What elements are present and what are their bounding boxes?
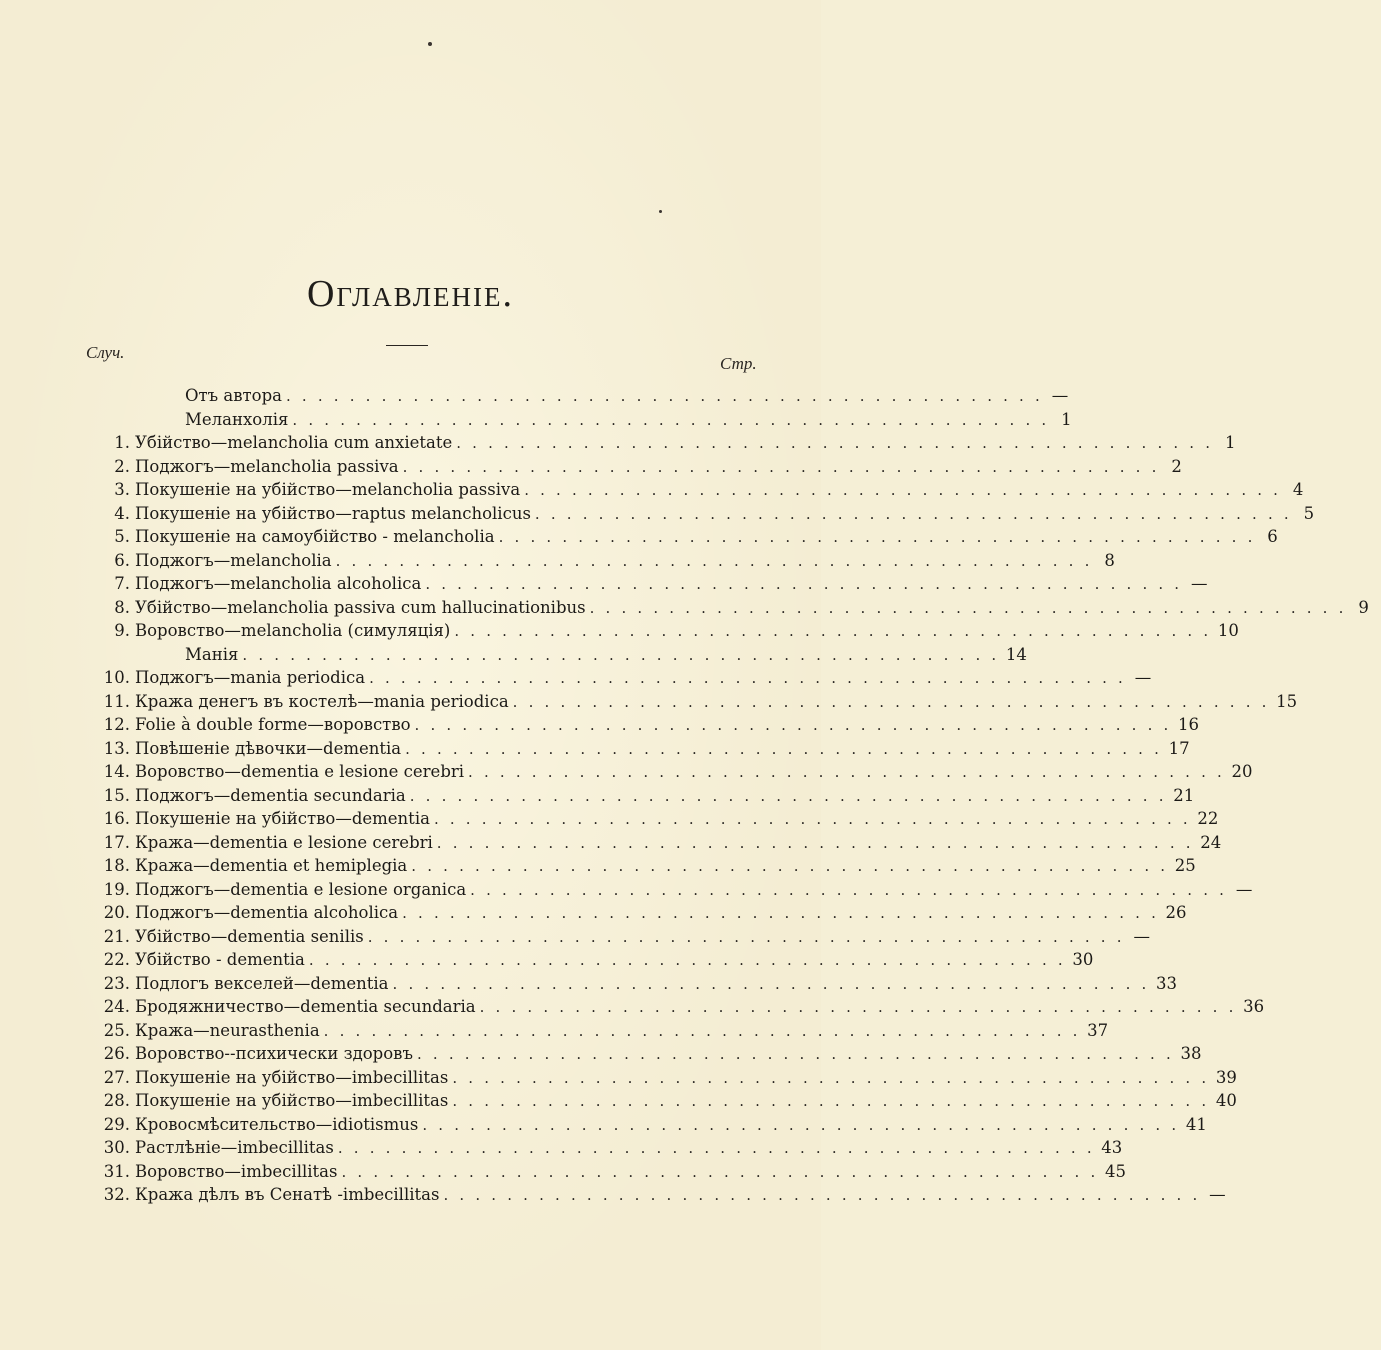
entry-title: Поджогъ—melancholia alcoholica	[135, 574, 422, 593]
toc-entry	[94, 378, 1069, 405]
entry-number: 10.	[103, 668, 130, 687]
ink-speck	[659, 210, 662, 213]
entry-title: Поджогъ—dementia alcoholica	[135, 903, 399, 922]
dot-leader: . . . . . . . . . . . . . . . . . . . . . . . . . . . . . . . . . . . . . . . . . . . . . . . .	[292, 410, 1050, 429]
toc-entry	[94, 637, 1027, 664]
dot-leader: . . . . . . . . . . . . . . . . . . . . . . . . . . . . . . . . . . . . . . . . . . . . . . . .	[452, 1092, 1210, 1110]
toc-entry	[94, 402, 1072, 429]
entry-number: 27.	[103, 1067, 130, 1087]
toc-entry	[94, 519, 1278, 546]
dot-leader: . . . . . . . . . . . . . . . . . . . . . . . . . . . . . . . . . . . . . . . . . . . . . . . .	[242, 645, 1000, 664]
entry-page-number: 10	[1217, 621, 1239, 640]
dot-leader: . . . . . . . . . . . . . . . . . . . . . . . . . . . . . . . . . . . . . . . . . . . . . . . .	[470, 880, 1228, 899]
toc-entry	[94, 590, 1369, 617]
entry-page-number: 8	[1104, 550, 1115, 570]
column-header-page: Стр.	[720, 354, 757, 373]
entry-page-number: —	[1191, 574, 1208, 593]
entry-title: Поджогъ—melancholia	[135, 550, 332, 570]
dot-leader: . . . . . . . . . . . . . . . . . . . . . . . . . . . . . . . . . . . . . . . . . . . . . . . .	[323, 1021, 1081, 1040]
entry-number: 9.	[114, 621, 130, 640]
toc-entry	[94, 496, 1315, 523]
dot-leader: . . . . . . . . . . . . . . . . . . . . . . . . . . . . . . . . . . . . . . . . . . . . . . . .	[512, 692, 1270, 711]
entry-title: Убійство—melancholia cum anxietate	[135, 433, 453, 452]
entry-number: 30.	[103, 1138, 130, 1157]
toc-entry	[94, 778, 1195, 805]
dot-leader: . . . . . . . . . . . . . . . . . . . . . . . . . . . . . . . . . . . . . . . . . . . . . . . .	[392, 974, 1150, 993]
entry-page-number: 36	[1243, 997, 1265, 1016]
ink-speck	[428, 42, 432, 46]
dot-leader: . . . . . . . . . . . . . . . . . . . . . . . . . . . . . . . . . . . . . . . . . . . . . . . .	[452, 1068, 1210, 1087]
toc-entry	[94, 919, 1150, 946]
toc-entry	[94, 684, 1298, 711]
entry-title: Покушеніе на убійство—imbecillitas	[135, 1091, 449, 1110]
entry-page-number: 38	[1180, 1044, 1202, 1063]
entry-number: 24.	[103, 997, 130, 1016]
entry-page-number: 1	[1061, 409, 1072, 429]
entry-page-number: —	[1235, 879, 1253, 899]
entry-page-number: 41	[1185, 1114, 1207, 1134]
entry-page-number: 26	[1165, 903, 1187, 922]
entry-number: 31.	[103, 1161, 130, 1181]
entry-page-number: —	[1051, 386, 1069, 405]
toc-entry	[94, 566, 1208, 593]
entry-page-number: 2	[1171, 456, 1182, 476]
toc-entry	[94, 942, 1094, 969]
entry-number: 16.	[103, 809, 130, 828]
dot-leader: . . . . . . . . . . . . . . . . . . . . . . . . . . . . . . . . . . . . . . . . . . . . . . . .	[589, 598, 1347, 617]
entry-number: 4.	[114, 503, 130, 523]
entry-number: 8.	[114, 597, 130, 617]
toc-entry	[94, 425, 1236, 452]
toc-entry	[94, 895, 1187, 922]
toc-entry	[94, 966, 1177, 993]
toc-entry	[94, 613, 1239, 640]
entry-number: 18.	[103, 856, 130, 875]
dot-leader: . . . . . . . . . . . . . . . . . . . . . . . . . . . . . . . . . . . . . . . . . . . . . . . .	[436, 833, 1194, 852]
toc-entry	[94, 1177, 1226, 1204]
toc-entry	[94, 543, 1115, 570]
entry-number: 21.	[103, 926, 130, 946]
dot-leader: . . . . . . . . . . . . . . . . . . . . . . . . . . . . . . . . . . . . . . . . . . . . . . . .	[402, 904, 1160, 922]
dot-leader: . . . . . . . . . . . . . . . . . . . . . . . . . . . . . . . . . . . . . . . . . . . . . . . .	[286, 387, 1043, 405]
toc-entry	[94, 707, 1200, 734]
entry-number: 26.	[103, 1044, 130, 1063]
entry-title: Отъ автора	[185, 386, 282, 405]
entry-title: Подлогъ векселей—dementia	[135, 973, 389, 993]
toc-entry	[94, 660, 1152, 687]
dot-leader: . . . . . . . . . . . . . . . . . . . . . . . . . . . . . . . . . . . . . . . . . . . . . . . .	[454, 622, 1212, 640]
dot-leader: . . . . . . . . . . . . . . . . . . . . . . . . . . . . . . . . . . . . . . . . . . . . . . . .	[456, 434, 1214, 452]
dot-leader: . . . . . . . . . . . . . . . . . . . . . . . . . . . . . . . . . . . . . . . . . . . . . . . .	[422, 1115, 1180, 1134]
entry-title: Кража—dementia e lesione cerebri	[135, 832, 433, 852]
entry-page-number: 40	[1215, 1091, 1237, 1110]
entry-title: Покушеніе на самоубійство - melancholia	[135, 527, 495, 546]
title-rule	[386, 345, 428, 346]
entry-page-number: 16	[1178, 715, 1200, 734]
toc-entry	[94, 1013, 1109, 1040]
entry-number: 29.	[103, 1114, 130, 1134]
entry-title: Бродяжничество—dementia secundaria	[135, 997, 476, 1016]
entry-number: 1.	[114, 433, 130, 452]
dot-leader: . . . . . . . . . . . . . . . . . . . . . . . . . . . . . . . . . . . . . . . . . . . . . . . .	[367, 927, 1125, 946]
entry-page-number: 5	[1303, 503, 1315, 523]
entry-number: 14.	[103, 762, 130, 781]
entry-page-number: 30	[1072, 950, 1094, 969]
dot-leader: . . . . . . . . . . . . . . . . . . . . . . . . . . . . . . . . . . . . . . . . . . . . . . . .	[337, 1139, 1095, 1157]
dot-leader: . . . . . . . . . . . . . . . . . . . . . . . . . . . . . . . . . . . . . . . . . . . . . . . .	[416, 1045, 1174, 1063]
toc-entry	[94, 1036, 1202, 1063]
entry-title: Повѣшеніе дѣвочки—dementia	[135, 738, 402, 758]
entry-page-number: 21	[1173, 785, 1195, 805]
entry-title: Покушеніе на убійство—raptus melancholicus	[135, 503, 531, 523]
entry-number: 11.	[103, 691, 130, 711]
entry-title: Поджогъ—mania periodica	[135, 668, 366, 687]
toc-entry	[94, 1154, 1126, 1181]
entry-title: Поджогъ—melancholia passiva	[135, 456, 399, 476]
entry-number: 13.	[103, 738, 130, 758]
dot-leader: . . . . . . . . . . . . . . . . . . . . . . . . . . . . . . . . . . . . . . . . . . . . . . . .	[524, 481, 1282, 499]
entry-title: Folie à double forme—воровство	[135, 715, 411, 734]
toc-entry	[94, 872, 1253, 899]
entry-number: 23.	[103, 973, 130, 993]
entry-page-number: 14	[1005, 644, 1027, 664]
dot-leader: . . . . . . . . . . . . . . . . . . . . . . . . . . . . . . . . . . . . . . . . . . . . . . . .	[308, 951, 1066, 969]
dot-leader: . . . . . . . . . . . . . . . . . . . . . . . . . . . . . . . . . . . . . . . . . . . . . . . .	[411, 857, 1169, 875]
dot-leader: . . . . . . . . . . . . . . . . . . . . . . . . . . . . . . . . . . . . . . . . . . . . . . . .	[425, 575, 1183, 593]
dot-leader: . . . . . . . . . . . . . . . . . . . . . . . . . . . . . . . . . . . . . . . . . . . . . . . .	[443, 1186, 1201, 1204]
entry-number: 19.	[103, 879, 130, 899]
entry-page-number: 45	[1104, 1161, 1126, 1181]
entry-number: 28.	[103, 1091, 130, 1110]
toc-entry	[94, 1107, 1207, 1134]
entry-page-number: 17	[1168, 738, 1190, 758]
page-title: Оглавленіе.	[306, 273, 515, 315]
entry-page-number: 4	[1292, 480, 1304, 499]
entry-number: 17.	[103, 832, 130, 852]
entry-title: Кража денегъ въ костелѣ—mania periodica	[135, 691, 509, 711]
entry-title: Воровство—melancholia (симуляція)	[135, 621, 451, 640]
entry-number: 15.	[103, 785, 130, 805]
entry-page-number: 22	[1197, 809, 1219, 828]
entry-title: Воровство—dementia e lesione cerebri	[135, 762, 465, 781]
entry-number: 2.	[114, 456, 130, 476]
dot-leader: . . . . . . . . . . . . . . . . . . . . . . . . . . . . . . . . . . . . . . . . . . . . . . . .	[369, 669, 1127, 687]
column-header-case: Случ.	[86, 343, 125, 362]
entry-title: Кража—dementia et hemiplegia	[135, 856, 408, 875]
entry-number: 25.	[103, 1020, 130, 1040]
toc-entry	[94, 731, 1190, 758]
entry-title: Кровосмѣсительство—idiotismus	[135, 1114, 419, 1134]
toc-entry	[94, 1060, 1237, 1087]
entry-page-number: 15	[1276, 691, 1298, 711]
entry-number: 32.	[103, 1185, 130, 1204]
dot-leader: . . . . . . . . . . . . . . . . . . . . . . . . . . . . . . . . . . . . . . . . . . . . . . . .	[468, 763, 1226, 781]
entry-title: Поджогъ—dementia secundaria	[135, 785, 406, 805]
entry-title: Манія	[185, 644, 239, 664]
dot-leader: . . . . . . . . . . . . . . . . . . . . . . . . . . . . . . . . . . . . . . . . . . . . . . . .	[498, 528, 1256, 546]
entry-number: 6.	[114, 550, 130, 570]
entry-page-number: —	[1209, 1185, 1226, 1204]
entry-title: Растлѣніе—imbecillitas	[135, 1138, 334, 1157]
dot-leader: . . . . . . . . . . . . . . . . . . . . . . . . . . . . . . . . . . . . . . . . . . . . . . . .	[433, 810, 1191, 828]
dot-leader: . . . . . . . . . . . . . . . . . . . . . . . . . . . . . . . . . . . . . . . . . . . . . . . .	[402, 457, 1160, 476]
entry-number: 20.	[103, 903, 130, 922]
dot-leader: . . . . . . . . . . . . . . . . . . . . . . . . . . . . . . . . . . . . . . . . . . . . . . . .	[335, 551, 1093, 570]
toc-entry	[94, 754, 1253, 781]
entry-number: 5.	[114, 527, 130, 546]
entry-page-number: 25	[1174, 856, 1196, 875]
dot-leader: . . . . . . . . . . . . . . . . . . . . . . . . . . . . . . . . . . . . . . . . . . . . . . . .	[534, 504, 1292, 523]
dot-leader: . . . . . . . . . . . . . . . . . . . . . . . . . . . . . . . . . . . . . . . . . . . . . . . .	[479, 998, 1237, 1016]
entry-title: Кража—neurasthenia	[135, 1020, 320, 1040]
entry-title: Воровство--психически здоровъ	[135, 1044, 413, 1063]
entry-page-number: 1	[1224, 433, 1236, 452]
toc-entry	[94, 801, 1219, 828]
entry-page-number: 43	[1101, 1138, 1123, 1157]
dot-leader: . . . . . . . . . . . . . . . . . . . . . . . . . . . . . . . . . . . . . . . . . . . . . . . .	[414, 716, 1172, 734]
entry-title: Кража дѣлъ въ Сенатѣ -imbecillitas	[135, 1185, 440, 1204]
toc-entry	[94, 989, 1265, 1016]
toc-entry	[94, 472, 1304, 499]
entry-page-number: 20	[1231, 762, 1253, 781]
toc-entry	[94, 848, 1196, 875]
entry-title: Поджогъ—dementia e lesione organica	[135, 879, 467, 899]
entry-number: 7.	[114, 574, 130, 593]
table-of-contents	[94, 378, 1369, 1204]
toc-entry	[94, 1083, 1237, 1110]
entry-title: Воровство—imbecillitas	[135, 1161, 338, 1181]
entry-page-number: 24	[1200, 832, 1222, 852]
entry-number: 22.	[103, 950, 130, 969]
dot-leader: . . . . . . . . . . . . . . . . . . . . . . . . . . . . . . . . . . . . . . . . . . . . . . . .	[341, 1162, 1099, 1181]
toc-entry	[94, 1130, 1123, 1157]
entry-title: Меланхолія	[185, 409, 289, 429]
entry-page-number: —	[1134, 668, 1152, 687]
entry-title: Покушеніе на убійство—dementia	[135, 809, 430, 828]
entry-title: Покушеніе на убійство—imbecillitas	[135, 1067, 449, 1087]
entry-page-number: 9	[1358, 597, 1369, 617]
toc-entry	[94, 825, 1222, 852]
entry-page-number: 39	[1215, 1067, 1237, 1087]
entry-title: Убійство—dementia senilis	[135, 926, 364, 946]
entry-title: Убійство—melancholia passiva cum hallucinationibus	[135, 597, 586, 617]
entry-page-number: 6	[1267, 527, 1278, 546]
entry-title: Покушеніе на убійство—melancholia passiva	[135, 480, 521, 499]
entry-number: 12.	[103, 715, 130, 734]
toc-entry	[94, 449, 1182, 476]
entry-page-number: —	[1133, 926, 1150, 946]
entry-page-number: 37	[1087, 1020, 1109, 1040]
entry-page-number: 33	[1155, 973, 1177, 993]
dot-leader: . . . . . . . . . . . . . . . . . . . . . . . . . . . . . . . . . . . . . . . . . . . . . . . .	[409, 786, 1167, 805]
dot-leader: . . . . . . . . . . . . . . . . . . . . . . . . . . . . . . . . . . . . . . . . . . . . . . . .	[405, 739, 1163, 758]
entry-title: Убійство - dementia	[135, 950, 305, 969]
entry-number: 3.	[114, 480, 130, 499]
